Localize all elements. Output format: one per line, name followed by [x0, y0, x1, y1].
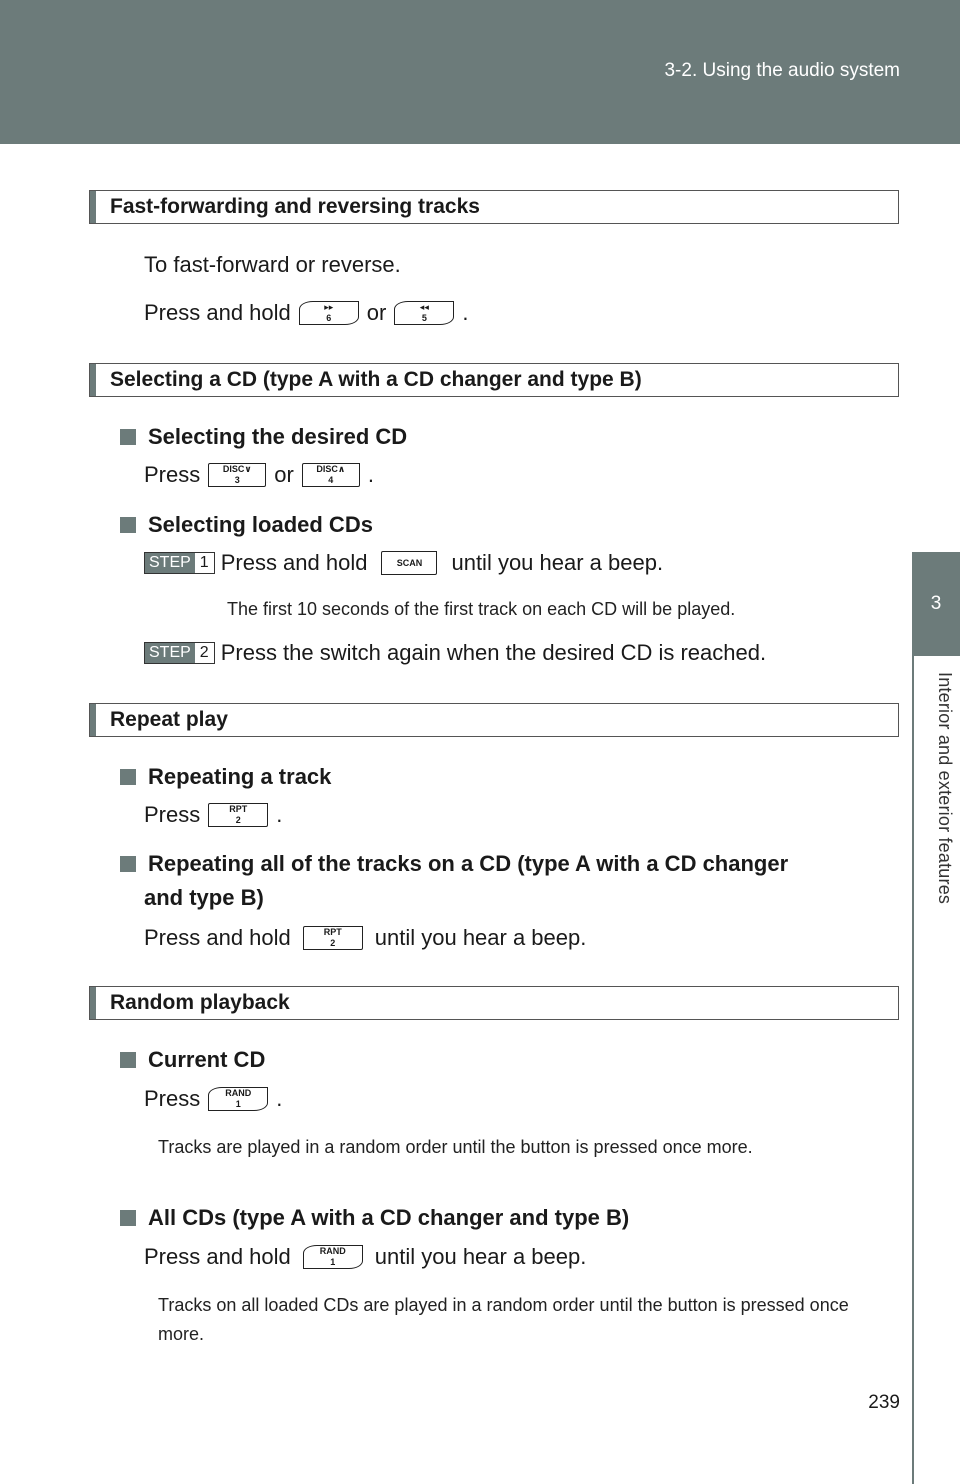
step2-line: STEP 2 Press the switch again when the desired CD is reached. [144, 640, 766, 666]
repeat-all-heading-2: and type B) [144, 885, 264, 910]
random-current-instruction: Press RAND 1 . [144, 1086, 283, 1111]
scan-button[interactable]: SCAN [381, 551, 437, 575]
fast-instruction: Press and hold ▸▸ 6 or ◂◂ 5 . [144, 300, 469, 325]
select-cd-heading: Selecting a CD (type A with a CD changer and type B) [89, 363, 899, 397]
random-heading: Random playback [89, 986, 899, 1020]
repeat-all-heading: Repeating all of the tracks on a CD (type A with a CD changer [120, 851, 788, 877]
rewind-button[interactable]: ◂◂ 5 [394, 301, 454, 325]
step1-badge: STEP 1 [144, 552, 215, 574]
chapter-tab: 3 [912, 552, 960, 656]
rpt-hold-button[interactable]: RPT 2 [303, 926, 363, 950]
random-all-note: Tracks on all loaded CDs are played in a random order until the button is pressed once more. [158, 1295, 849, 1344]
disc-down-button[interactable]: DISC∨ 3 [208, 463, 266, 487]
repeat-track-instruction: Press RPT 2 . [144, 802, 283, 827]
disc-up-button[interactable]: DISC∧ 4 [302, 463, 360, 487]
repeat-heading: Repeat play [89, 703, 899, 737]
random-current-heading: Current CD [120, 1047, 265, 1073]
page-number: 239 [868, 1392, 900, 1413]
step1-note: The first 10 seconds of the first track on each CD will be played. [227, 599, 736, 619]
rand-button[interactable]: RAND 1 [208, 1087, 268, 1111]
section-title: 3-2. Using the audio system [664, 60, 900, 81]
repeat-all-instruction: Press and hold RPT 2 until you hear a beep. [144, 925, 587, 950]
step2-badge: STEP 2 [144, 642, 215, 664]
select-desired-heading: Selecting the desired CD [120, 424, 407, 450]
fast-forward-button[interactable]: ▸▸ 6 [299, 301, 359, 325]
rand-hold-button[interactable]: RAND 1 [303, 1245, 363, 1269]
select-loaded-heading: Selecting loaded CDs [120, 512, 373, 538]
random-all-heading: All CDs (type A with a CD changer and type B) [120, 1205, 629, 1231]
fast-forward-heading: Fast-forwarding and reversing tracks [89, 190, 899, 224]
rpt-button[interactable]: RPT 2 [208, 803, 268, 827]
random-all-instruction: Press and hold RAND 1 until you hear a beep. [144, 1244, 587, 1269]
repeat-track-heading: Repeating a track [120, 764, 331, 790]
select-desired-instruction: Press DISC∨ 3 or DISC∧ 4 . [144, 462, 374, 487]
chapter-label: Interior and exterior features [935, 672, 955, 905]
random-current-note: Tracks are played in a random order until the button is pressed once more. [158, 1137, 753, 1157]
step1-line: STEP 1 Press and hold SCAN until you hear a beep. [144, 550, 663, 576]
fast-intro: To fast-forward or reverse. [144, 252, 401, 277]
